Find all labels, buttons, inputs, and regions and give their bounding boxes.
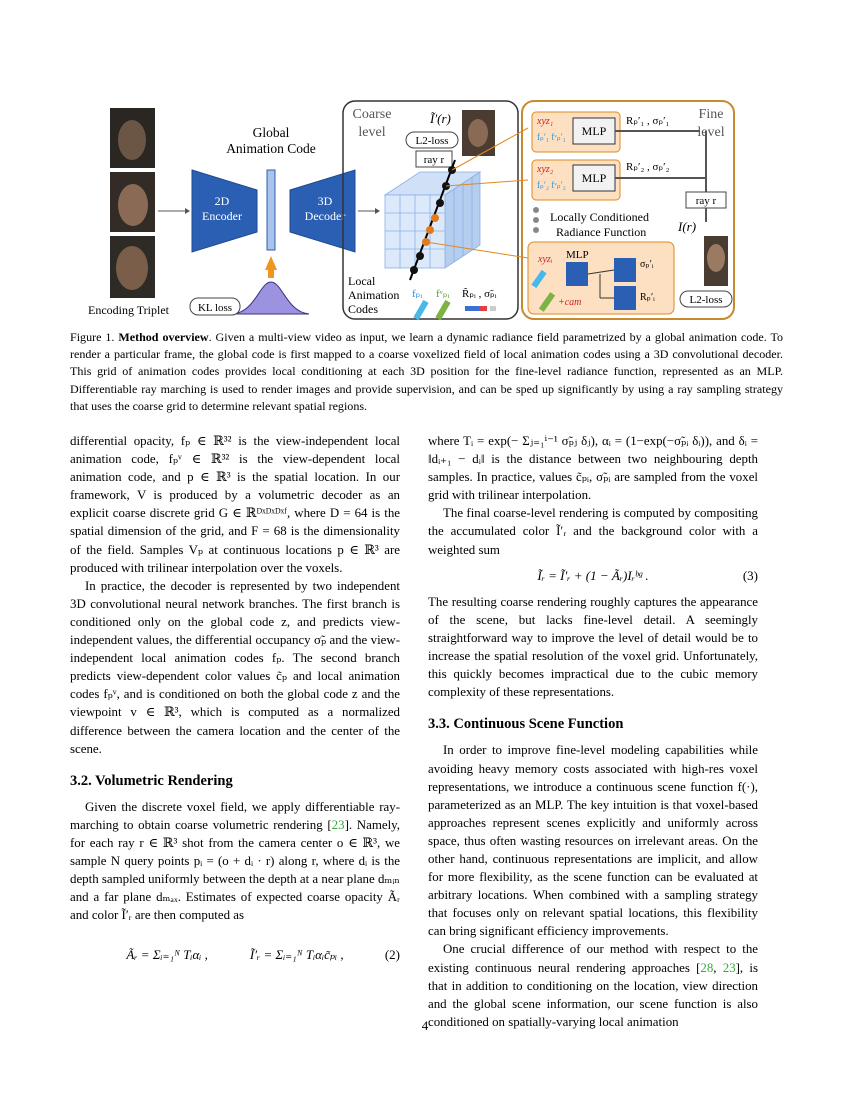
fine-ray-label: ray r xyxy=(695,195,717,207)
p3-text-b: ]. Namely, for each ray r ∈ ℝ³ shot from the camera center o ∈ ℝ³, we sample N query points pᵢ = (o + dᵢ · r) along r, where dᵢ is the depth sampled uniformly between the depth at a near plane dₘᵢₙ and a far plane dₘₐₓ. Estimates of expected coarse opacity Ãᵣ and color Ĩ′ᵣ are then computed as xyxy=(70,817,400,923)
global-code-label-1: Global xyxy=(252,125,290,140)
mlp-layer-2 xyxy=(614,258,636,282)
mlp-label-1: MLP xyxy=(581,124,607,138)
xyzi-label: xyzᵢ xyxy=(538,254,553,265)
kl-loss-label: KL loss xyxy=(197,302,233,314)
cam-label: +cam xyxy=(558,297,582,308)
encoder-label-1: 2D xyxy=(214,194,230,208)
equation-2 xyxy=(70,946,400,964)
encoder-label-2: Encoder xyxy=(202,209,242,223)
fine-image-label: I(r) xyxy=(678,219,697,234)
right-para-2: The final coarse-level rendering is computed by compositing the accumulated color Ĩ′ᵣ and the background color with a weighted sum xyxy=(428,506,758,557)
fine-l2-loss: L2-loss xyxy=(689,294,723,306)
fine-label-1: Fine xyxy=(698,107,724,122)
coarse-ray-label: ray r xyxy=(423,154,445,166)
eq2-right: Ĩ′ᵣ = Σᵢ₌₁ᴺ Tᵢαᵢc̃ₚᵢ , xyxy=(249,947,344,963)
caption-prefix: Figure 1. xyxy=(70,330,119,344)
lcrf-label-2: Radiance Function xyxy=(556,225,647,239)
left-para-2: In practice, the decoder is represented by two independent 3D convolutional neural network branches. The first branch is conditioned only on the global code z, and predicts view-independent values, the differential occupancy σ̃ₚ and the view-independent local animation codes fₚ. The second branch predicts view-dependent color values c̃ₚ and local animation codes fₚᵛ, and is conditioned on both the global code z and the viewpoint v ∈ ℝ³, which is computed as a normalized difference between the camera location and the center of the scene. xyxy=(70,578,400,756)
local-codes-label-2: Animation xyxy=(348,288,400,302)
left-para-3 xyxy=(70,798,400,925)
mlp-label-2: MLP xyxy=(581,171,607,185)
row2-output: Rₚ′₂ , σₚ′₂ xyxy=(626,161,670,173)
row1-output: Rₚ′₁ , σₚ′₁ xyxy=(626,115,670,127)
lcrf-detail-box xyxy=(528,242,674,314)
citation-23[interactable]: 23 xyxy=(331,817,345,832)
method-overview-figure xyxy=(0,0,850,330)
figure-caption xyxy=(70,329,783,415)
mlp-layer-1 xyxy=(566,262,588,286)
row2-feature-labels: fₚ′₂ fᵛₚ′₂ xyxy=(537,180,566,190)
coarse-l2-loss: L2-loss xyxy=(415,135,449,147)
eq3-number: (3) xyxy=(742,567,758,583)
coarse-image-label: Ĩ′(r) xyxy=(430,111,451,126)
local-codes-label-3: Codes xyxy=(348,302,378,316)
coarse-label-1: Coarse xyxy=(352,107,392,122)
page-number: 4 xyxy=(421,1018,429,1033)
p5-text-a: One crucial difference of our method with respect to the existing continuous neural rendering approaches [ xyxy=(428,942,758,975)
global-code-label-2: Animation Code xyxy=(226,141,316,156)
eq2-number: (2) xyxy=(384,947,400,963)
lcrf-label-1: Locally Conditioned xyxy=(550,210,649,224)
section-3-2-heading: 3.2. Volumetric Rendering xyxy=(70,772,233,789)
mlp-label-3: MLP xyxy=(566,249,589,261)
coarse-output-labels: R̃ₚᵢ , σ̃ₚᵢ xyxy=(462,288,497,300)
encoding-triplet-label: Encoding Triplet xyxy=(88,303,170,317)
section-3-3-heading: 3.3. Continuous Scene Function xyxy=(428,716,624,733)
local-codes-label-1: Local xyxy=(348,274,376,288)
fpv-label: fᵛₚᵢ xyxy=(436,288,450,300)
decoder-label-1: 3D xyxy=(317,194,333,208)
left-column xyxy=(70,432,400,973)
caption-bold: Method overview xyxy=(118,330,209,344)
p5-text-b: ], is that in addition to conditioning on the location, view direction and the global scene information, our scene function is also conditioned on spatially-varying local animation xyxy=(428,960,758,1029)
fine-label-2: level xyxy=(697,125,725,140)
equation-3 xyxy=(428,567,758,585)
row1-feature-labels: fₚ′₁ fᵛₚ′₁ xyxy=(537,132,566,142)
fp-label: fₚᵢ xyxy=(412,288,423,300)
right-para-1: where Tᵢ = exp(− Σⱼ₌₁ⁱ⁻¹ σ̃ₚⱼ δⱼ), αᵢ = (1−exp(−σ̃ₚᵢ δᵢ)), and δᵢ = ‖dᵢ₊₁ − dᵢ‖ is the distance between two neighbouring depth samples. In practice, values c̃ₚᵢ, σ̃ₚᵢ are sampled from the voxel grid with trilinear interpolation. xyxy=(428,434,758,503)
r-output: Rₚ′ᵢ xyxy=(640,292,655,303)
decoder-label-2: Decoder xyxy=(304,209,346,223)
global-code-vector xyxy=(267,170,275,250)
right-column xyxy=(428,432,758,1031)
sigma-output: σₚ′ᵢ xyxy=(640,259,654,270)
citation-28[interactable]: 28 xyxy=(700,960,714,975)
xyz2-label: xyz₂ xyxy=(537,164,554,175)
p3-text-a: Given the discrete voxel field, we apply differentiable ray-marching to obtain coarse volumetric rendering [ xyxy=(70,799,400,832)
coarse-label-2: level xyxy=(358,125,386,140)
eq3-body: Ĩᵣ = Ĩ′ᵣ + (1 − Ãᵣ)Iᵣᵇᵍ . xyxy=(537,567,649,583)
gaussian-prior xyxy=(233,282,309,314)
left-para-1: differential opacity, fₚ ∈ ℝ³² is the view-independent local animation code, fₚᵛ ∈ ℝ³² is the view-dependent local animation code, and p ∈ ℝ³ is the spatial location. In our framework, V is produced by a volumetric decoder as an explicit coarse discrete grid G ∈ ℝᴰˣᴰˣᴰˣᶠ, where D = 64 is the spatial dimension of the grid, and F = 68 is the dimensionality of the field. Samples Vₚ at continuous locations p ∈ ℝ³ are produced with trilinear interpolation over the voxels. xyxy=(70,434,400,575)
p5-sep: , xyxy=(713,960,723,975)
encoding-triplet-images xyxy=(110,108,155,298)
xyz1-label: xyz₁ xyxy=(537,116,554,127)
eq2-left: Ãᵣ = Σᵢ₌₁ᴺ Tᵢαᵢ , xyxy=(126,947,208,963)
citation-23b[interactable]: 23 xyxy=(722,960,736,975)
right-para-4: In order to improve fine-level modeling capabilities while avoiding heavy memory costs associated with high-res voxel representations, we introduce a continuous scene function f(·), parameterized as an MLP. The key intuition is that voxel-based approaches represent scenes explicitly and uniformly across space, thus often wasting resources on irrelevant areas. On the other hand, continuous representations are implicit, and allow for more flexibility, as the scene function can be evaluated at arbitrary locations. When combined with a sampling strategy that focuses only on relevant spatial locations, this flexibility can bring significant efficiency improvements. xyxy=(428,743,758,939)
right-para-3: The resulting coarse rendering roughly captures the appearance of the scene, but lacks fine-level detail. A seemingly straightforward way to improve the level of detail would be to increase the spatial resolution of the voxel grid. Unfortunately, this quickly becomes impractical due to the cubic memory complexity of these representations. xyxy=(428,594,758,700)
mlp-layer-3 xyxy=(614,286,636,310)
caption-text: . Given a multi-view video as input, we learn a dynamic radiance field parametrized by a global animation code. To render a particular frame, the global code is first mapped to a coarse voxelized field of local animation codes using a 3D convolutional decoder. This grid of animation codes provides local conditioning at each 3D position for the fine-level radiance function, represented as an MLP. Differentiable ray marching is used to render images and provide supervision, and can be sped up significantly by using a ray sampling strategy that uses the coarse grid to determine relevant spatial regions. xyxy=(70,330,783,413)
